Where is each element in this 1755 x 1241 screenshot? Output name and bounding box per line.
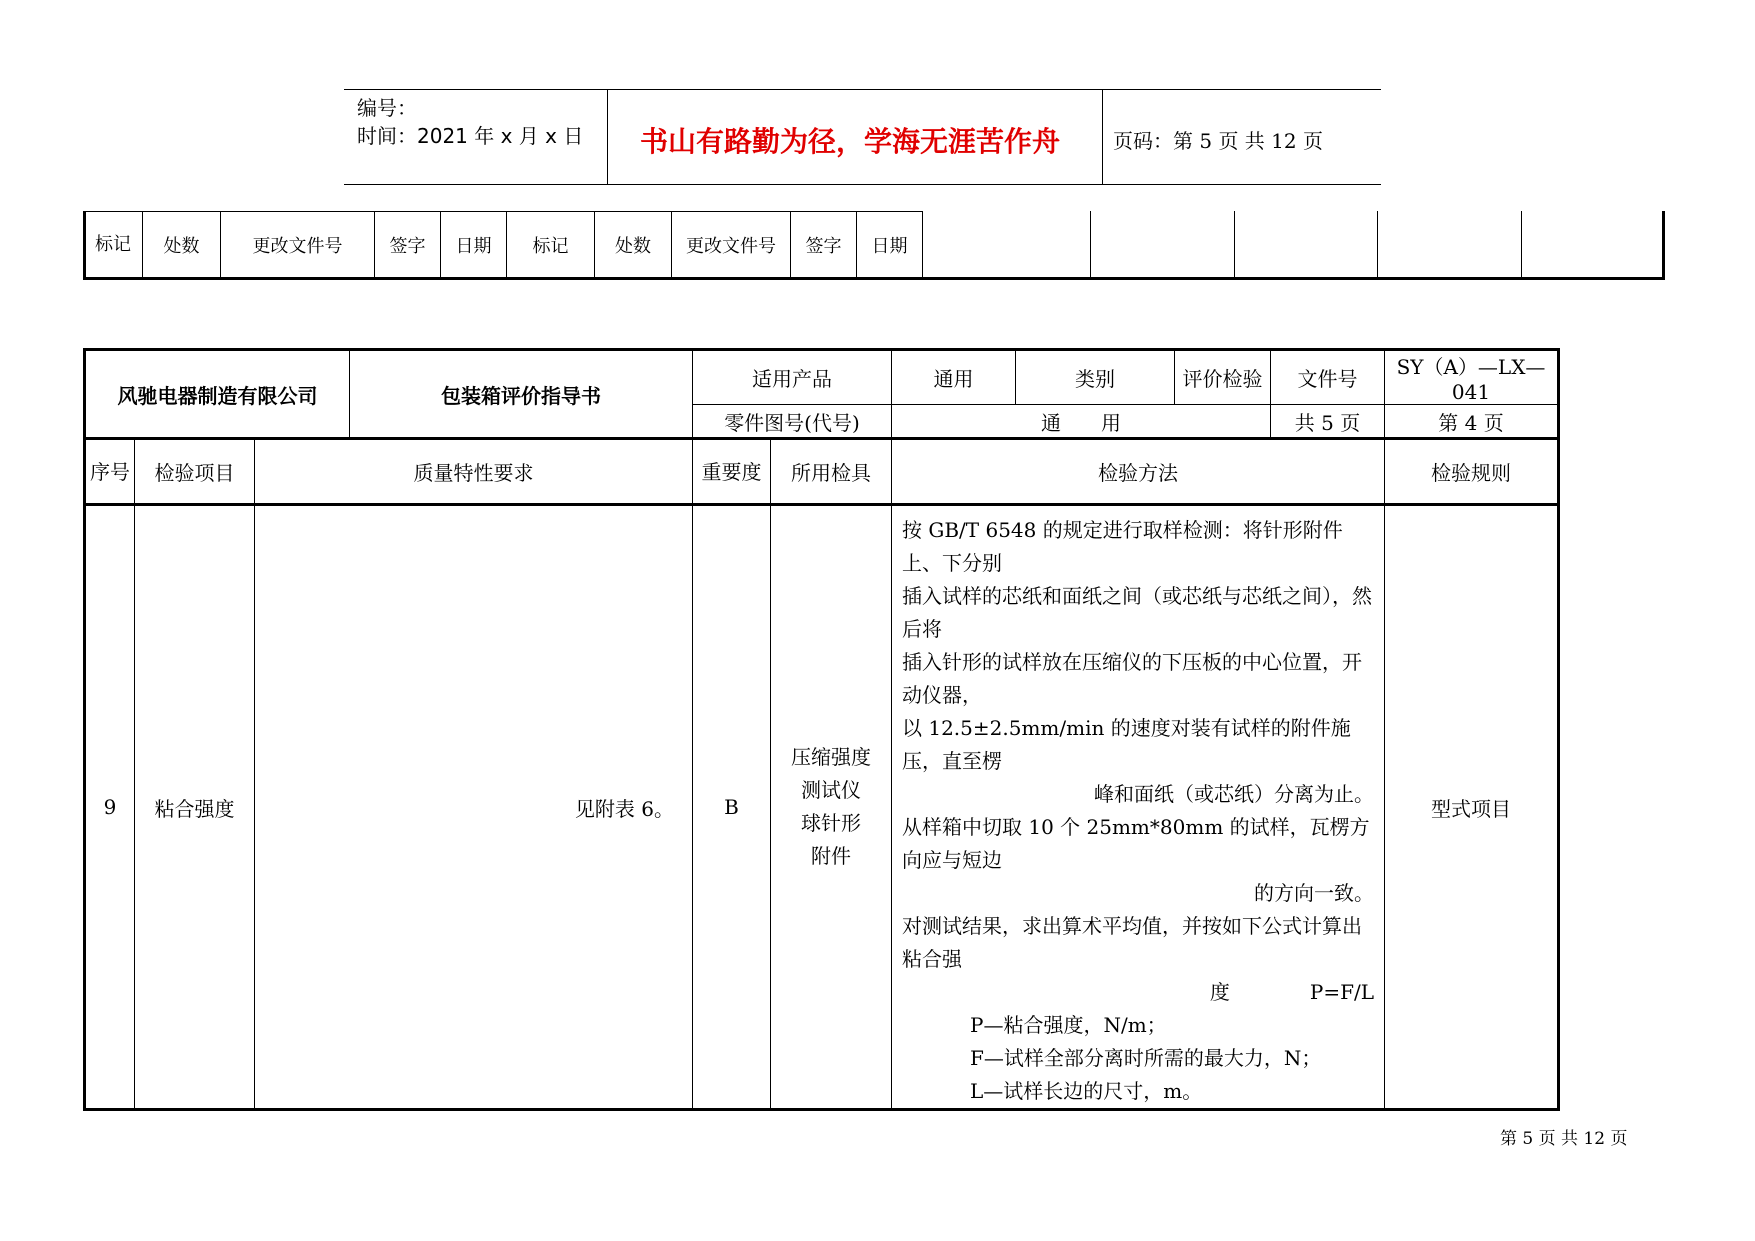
tool-line: 球针形 xyxy=(801,811,861,835)
file-no-label: 文件号 xyxy=(1271,350,1385,405)
rev-left-rule xyxy=(83,211,86,279)
row-rule: 型式项目 xyxy=(1385,505,1559,1110)
tool-line: 压缩强度 xyxy=(791,745,871,769)
rev-date: 日期 xyxy=(857,212,923,279)
row-quality: 见附表 6。 xyxy=(255,505,693,1110)
col-method-header: 检验方法 xyxy=(892,439,1385,505)
company-name: 风驰电器制造有限公司 xyxy=(85,350,350,439)
rev-mark: 标记 xyxy=(84,212,143,279)
header-divider xyxy=(607,90,608,184)
method-line: 度 P=F/L xyxy=(1209,980,1374,1004)
rev-sign: 签字 xyxy=(791,212,857,279)
doc-title: 包装箱评价指导书 xyxy=(350,350,693,439)
motto: 书山有路勤为径，学海无涯苦作舟 xyxy=(640,125,1061,158)
header-divider xyxy=(1102,90,1103,184)
tool-line: 附件 xyxy=(811,844,851,868)
page-number: 第 4 页 xyxy=(1385,405,1559,439)
part-no-value: 通 用 xyxy=(892,405,1271,439)
rev-date: 日期 xyxy=(441,212,507,279)
rev-count: 处数 xyxy=(595,212,672,279)
page-footer: 第 5 页 共 12 页 xyxy=(1500,1129,1628,1149)
rev-file-no: 更改文件号 xyxy=(221,212,375,279)
category-label: 类别 xyxy=(1016,350,1175,405)
inspection-table xyxy=(83,348,1560,1111)
rev-empty-divider xyxy=(1090,211,1091,279)
rev-empty-divider xyxy=(1521,211,1522,279)
method-line: 从样箱中切取 10 个 25mm*80mm 的试样，瓦楞方向应与短边 xyxy=(902,815,1370,872)
applicable-label: 适用产品 xyxy=(693,350,892,405)
method-line: 对测试结果，求出算术平均值，并按如下公式计算出粘合强 xyxy=(902,914,1362,971)
method-line: 的方向一致。 xyxy=(1254,881,1374,905)
method-line: F—试样全部分离时所需的最大力，N； xyxy=(970,1046,1322,1070)
method-line: 插入试样的芯纸和面纸之间（或芯纸与芯纸之间），然后将 xyxy=(902,584,1372,641)
rev-right-rule xyxy=(1662,211,1665,279)
method-line: P—粘合强度，N/m； xyxy=(970,1013,1167,1037)
rev-empty-divider xyxy=(1234,211,1235,279)
rev-bottom-rule xyxy=(83,277,1665,280)
file-no-value: SY（A）—LX—041 xyxy=(1385,350,1559,405)
tool-line: 测试仪 xyxy=(801,778,861,802)
row-importance: B xyxy=(693,505,771,1110)
rev-mark: 标记 xyxy=(507,212,595,279)
method-line: 以 12.5±2.5mm/min 的速度对装有试样的附件施压，直至楞 xyxy=(902,716,1351,773)
row-method xyxy=(892,505,1385,1110)
col-tool-header: 所用检具 xyxy=(771,439,892,505)
revision-table xyxy=(83,211,923,279)
row-tool xyxy=(771,505,892,1110)
page-info: 页码：第 5 页 共 12 页 xyxy=(1113,129,1323,153)
col-quality-header: 质量特性要求 xyxy=(255,439,693,505)
code-label: 编号： xyxy=(357,96,417,120)
part-no-label: 零件图号(代号) xyxy=(693,405,892,439)
category-value: 评价检验 xyxy=(1175,350,1271,405)
row-item: 粘合强度 xyxy=(135,505,255,1110)
col-rule-header: 检验规则 xyxy=(1385,439,1559,505)
time-label: 时间：2021 年 x 月 x 日 xyxy=(357,124,584,148)
col-item-header: 检验项目 xyxy=(135,439,255,505)
method-line: 按 GB/T 6548 的规定进行取样检测：将针形附件上、下分别 xyxy=(902,518,1343,575)
rev-file-no: 更改文件号 xyxy=(672,212,791,279)
col-importance-header: 重要度 xyxy=(693,439,771,505)
rev-empty-divider xyxy=(1377,211,1378,279)
total-pages: 共 5 页 xyxy=(1271,405,1385,439)
method-line: L—试样长边的尺寸，m。 xyxy=(970,1079,1203,1103)
rev-count: 处数 xyxy=(143,212,221,279)
rev-sign: 签字 xyxy=(375,212,441,279)
method-line: 峰和面纸（或芯纸）分离为止。 xyxy=(1094,782,1374,806)
col-seq-header: 序号 xyxy=(85,439,135,505)
applicable-value: 通用 xyxy=(892,350,1016,405)
row-seq: 9 xyxy=(85,505,135,1110)
method-line: 插入针形的试样放在压缩仪的下压板的中心位置，开动仪器， xyxy=(902,650,1362,707)
